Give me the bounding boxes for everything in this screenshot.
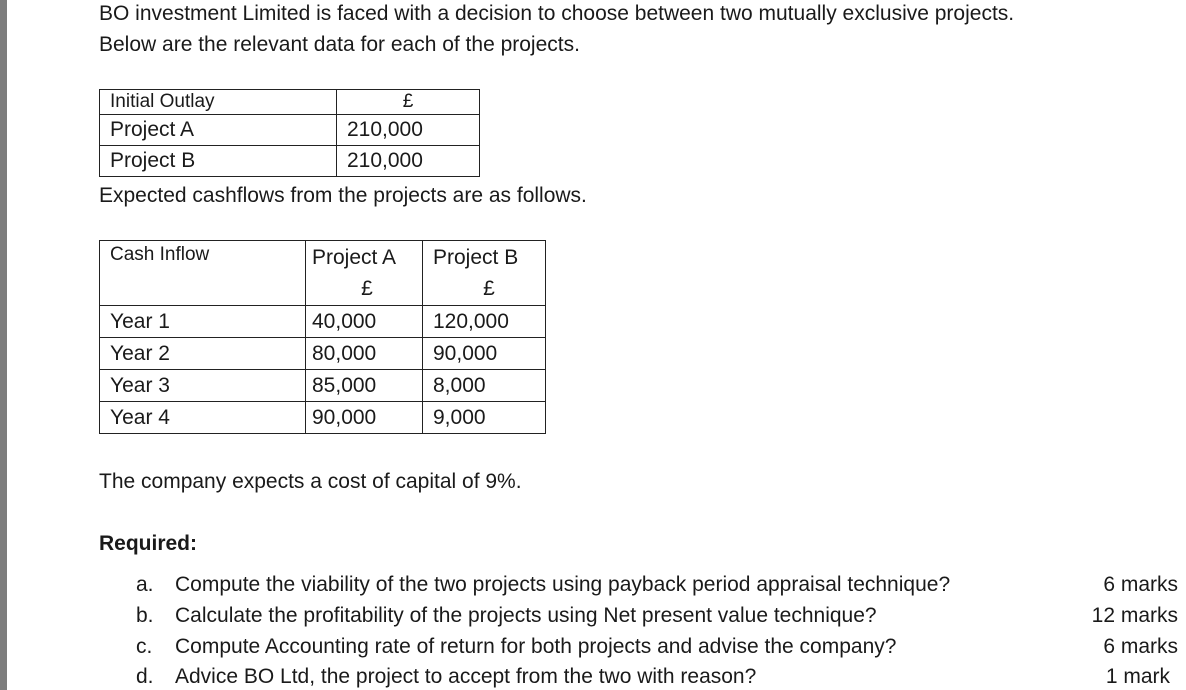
table-row bbox=[100, 306, 546, 338]
year-label: Year 4 bbox=[100, 402, 306, 434]
project-a-value: 85,000 bbox=[306, 370, 423, 402]
question-a-marks: 6 marks bbox=[1103, 573, 1178, 596]
year-label: Year 3 bbox=[100, 370, 306, 402]
year-label: Year 1 bbox=[100, 306, 306, 338]
outlay-row-label: Project B bbox=[100, 146, 337, 177]
question-b-letter: b. bbox=[136, 604, 154, 627]
project-b-value: 9,000 bbox=[423, 402, 546, 434]
project-b-value: 120,000 bbox=[423, 306, 546, 338]
table-header-row bbox=[100, 90, 480, 115]
outlay-row-value: 210,000 bbox=[337, 115, 480, 146]
cashflow-header-project-b bbox=[423, 241, 546, 306]
cashflow-header-project-a bbox=[306, 241, 423, 306]
project-b-value: 90,000 bbox=[423, 338, 546, 370]
outlay-header-currency: £ bbox=[337, 90, 480, 115]
cost-of-capital-text: The company expects a cost of capital of 9%. bbox=[99, 470, 522, 493]
project-a-value: 40,000 bbox=[306, 306, 423, 338]
project-b-heading: Project B bbox=[433, 246, 519, 269]
question-d-text: Advice BO Ltd, the project to accept from the two with reason? bbox=[175, 665, 757, 688]
question-c-text: Compute Accounting rate of return for both projects and advise the company? bbox=[175, 635, 897, 658]
project-a-currency: £ bbox=[361, 277, 373, 300]
question-a-letter: a. bbox=[136, 573, 154, 596]
window-edge bbox=[0, 0, 7, 690]
outlay-row-value: 210,000 bbox=[337, 146, 480, 177]
intro-line-2: Below are the relevant data for each of the projects. bbox=[99, 33, 580, 56]
project-a-value: 80,000 bbox=[306, 338, 423, 370]
cashflow-intro: Expected cashflows from the projects are as follows. bbox=[99, 184, 587, 207]
question-a-text: Compute the viability of the two projects using payback period appraisal technique? bbox=[175, 573, 951, 596]
project-b-currency: £ bbox=[483, 277, 495, 300]
project-b-value: 8,000 bbox=[423, 370, 546, 402]
initial-outlay-table bbox=[99, 89, 480, 177]
outlay-header-label: Initial Outlay bbox=[100, 90, 337, 115]
year-label: Year 2 bbox=[100, 338, 306, 370]
question-b-text: Calculate the profitability of the projects using Net present value technique? bbox=[175, 604, 877, 627]
question-b-marks: 12 marks bbox=[1091, 604, 1178, 627]
required-heading: Required: bbox=[99, 532, 198, 555]
question-c-letter: c. bbox=[136, 635, 153, 658]
table-row bbox=[100, 115, 480, 146]
intro-line-1: BO investment Limited is faced with a decision to choose between two mutually exclusive projects. bbox=[99, 2, 1015, 25]
outlay-row-label: Project A bbox=[100, 115, 337, 146]
question-c-marks: 6 marks bbox=[1103, 635, 1178, 658]
question-d-marks: 1 mark bbox=[1105, 665, 1170, 688]
cashflow-table bbox=[99, 240, 546, 434]
cashflow-header-label: Cash Inflow bbox=[100, 241, 306, 306]
table-row bbox=[100, 402, 546, 434]
table-row bbox=[100, 338, 546, 370]
table-row bbox=[100, 370, 546, 402]
table-header-row bbox=[100, 241, 546, 306]
project-a-value: 90,000 bbox=[306, 402, 423, 434]
question-d-letter: d. bbox=[136, 665, 154, 688]
project-a-heading: Project A bbox=[312, 246, 397, 269]
table-row bbox=[100, 146, 480, 177]
